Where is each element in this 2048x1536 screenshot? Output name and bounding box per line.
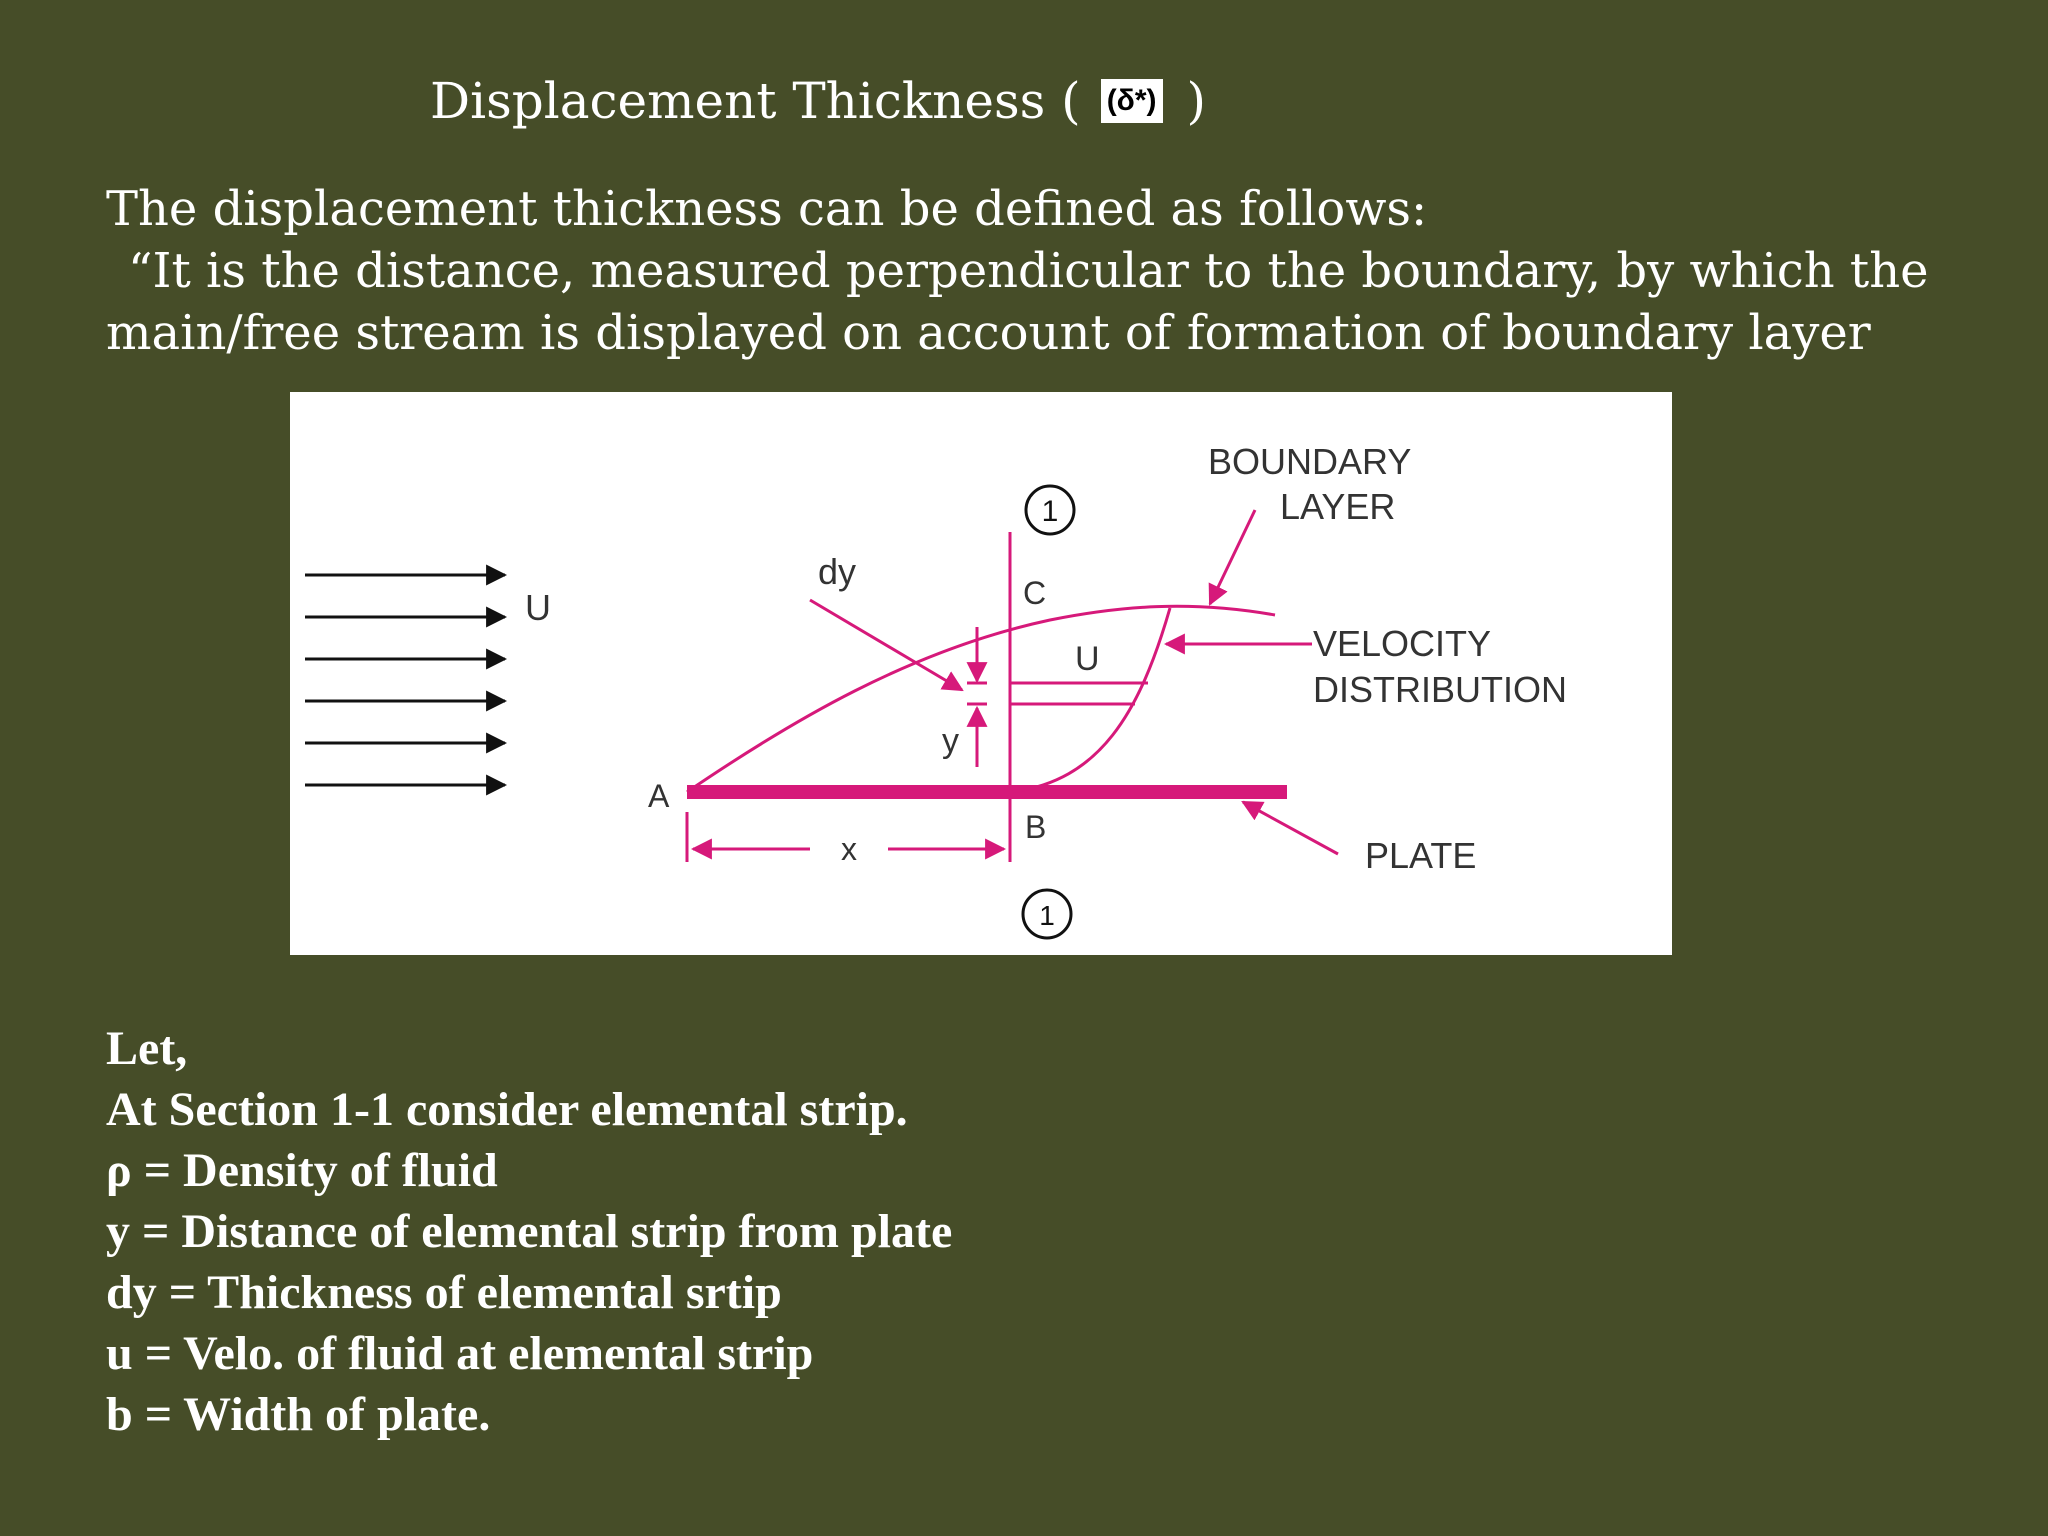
variable-definitions	[106, 1018, 952, 1445]
y-definition: y = Distance of elemental strip from plate	[106, 1205, 953, 1258]
definition-paragraph	[106, 178, 1986, 364]
free-stream-arrows	[305, 575, 505, 785]
plate-pointer	[1243, 802, 1338, 854]
y-label: y	[942, 722, 959, 760]
definition-intro: The displacement thickness can be defined as follows:	[106, 181, 1428, 237]
free-stream-label: U	[525, 587, 551, 628]
section-statement: At Section 1-1 consider elemental strip.	[106, 1083, 908, 1136]
velocity-u-label: U	[1075, 640, 1100, 678]
b-definition: b = Width of plate.	[106, 1388, 491, 1441]
section-bottom-label: 1	[1039, 900, 1055, 931]
boundary-layer-diagram	[290, 392, 1672, 955]
dy-label: dy	[818, 551, 857, 592]
definition-quote-line1: “It is the distance, measured perpendicular to the boundary, by which the	[128, 243, 1929, 299]
boundary-layer-label-line2: LAYER	[1280, 486, 1396, 527]
title-symbol: (δ*)	[1101, 79, 1163, 123]
plate	[687, 785, 1287, 799]
title-text: Displacement Thickness (	[430, 72, 1081, 130]
plate-label: PLATE	[1365, 835, 1477, 876]
definition-quote-line2: main/free stream is displayed on account of formation of boundary layer	[106, 305, 1871, 361]
let-heading: Let,	[106, 1022, 188, 1075]
title-close: )	[1186, 72, 1207, 130]
dy-definition: dy = Thickness of elemental srtip	[106, 1266, 782, 1319]
boundary-layer-label-line1: BOUNDARY	[1208, 441, 1412, 482]
point-c-label: C	[1023, 575, 1047, 611]
rho-definition: ρ = Density of fluid	[106, 1144, 498, 1197]
boundary-layer-curve	[687, 606, 1275, 792]
velocity-distribution-label-line1: VELOCITY	[1313, 623, 1492, 664]
diagram-svg	[290, 392, 1672, 955]
velocity-distribution-label-line2: DISTRIBUTION	[1313, 669, 1568, 710]
velocity-profile-curve	[1010, 608, 1170, 792]
u-definition: u = Velo. of fluid at elemental strip	[106, 1327, 814, 1380]
section-top-label: 1	[1041, 495, 1059, 528]
x-label: x	[841, 831, 857, 867]
point-b-label: B	[1025, 809, 1047, 845]
page-title	[430, 66, 1206, 136]
boundary-layer-pointer	[1210, 510, 1255, 604]
point-a-label: A	[648, 778, 670, 814]
